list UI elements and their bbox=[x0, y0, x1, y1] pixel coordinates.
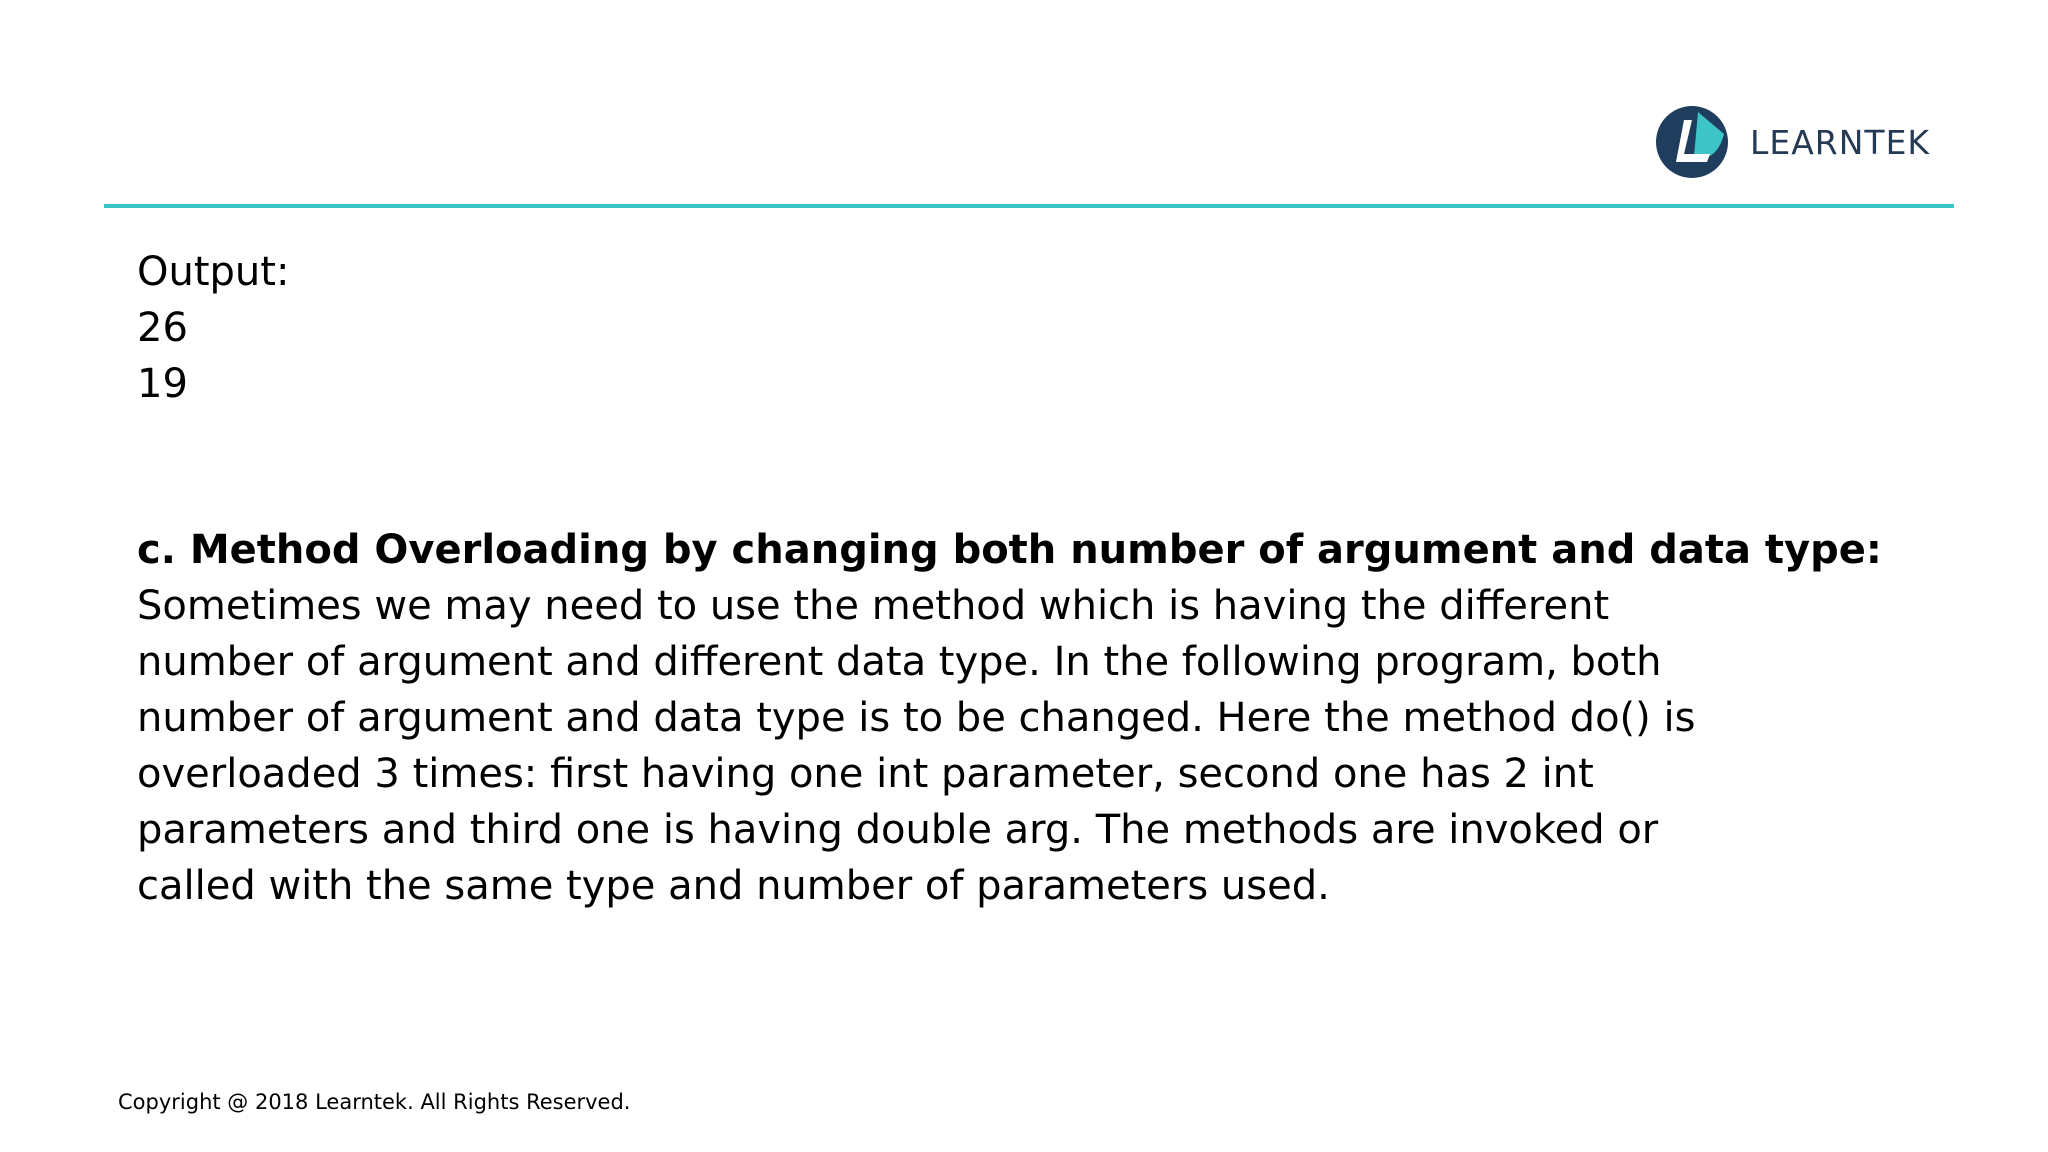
header-divider bbox=[104, 204, 1954, 208]
learntek-logo-icon bbox=[1654, 104, 1730, 180]
paragraph-line: number of argument and data type is to be changed. Here the method do() is bbox=[137, 695, 1696, 741]
paragraph-line: overloaded 3 times: first having one int parameter, second one has 2 int bbox=[137, 751, 1594, 797]
paragraph-line: Sometimes we may need to use the method which is having the different bbox=[137, 583, 1610, 629]
output-label: Output: bbox=[137, 249, 290, 295]
paragraph-line: parameters and third one is having double arg. The methods are invoked or bbox=[137, 807, 1659, 853]
section-paragraph bbox=[137, 578, 1817, 914]
paragraph-line: number of argument and different data type. In the following program, both bbox=[137, 639, 1662, 685]
learntek-logo bbox=[1654, 104, 1930, 180]
output-value: 26 bbox=[137, 305, 188, 351]
output-value: 19 bbox=[137, 361, 188, 407]
copyright-footer: Copyright @ 2018 Learntek. All Rights Reserved. bbox=[118, 1090, 631, 1114]
slide-content bbox=[137, 244, 1937, 914]
paragraph-line: called with the same type and number of parameters used. bbox=[137, 863, 1330, 909]
section-heading: c. Method Overloading by changing both number of argument and data type: bbox=[137, 527, 1882, 573]
logo-text: LEARNTEK bbox=[1750, 122, 1931, 162]
